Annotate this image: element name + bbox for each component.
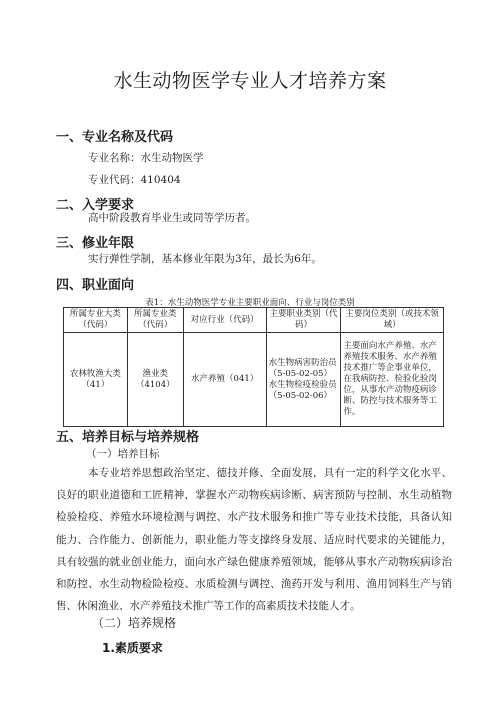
header-cell: 对应行业（代码） xyxy=(183,308,266,333)
section-heading-4: 四、职业面向 xyxy=(56,278,135,293)
table-row xyxy=(64,333,444,427)
career-table xyxy=(63,307,444,427)
subsection-training-spec: （二）培养规格 xyxy=(92,616,177,630)
header-cell: 主要岗位类别（或技术领域） xyxy=(341,308,444,333)
subsection-training-goal: （一）培养目标 xyxy=(86,448,160,460)
duration-text: 实行弹性学制，基本修业年限为3年，最长为6年。 xyxy=(88,253,322,265)
major-name-line: 专业名称：水生动物医学 xyxy=(88,152,204,164)
header-cell: 所属专业类（代码） xyxy=(127,308,183,333)
table-cell: 农林牧渔大类（41） xyxy=(64,333,128,427)
table-header-row xyxy=(64,308,444,333)
admission-text: 高中阶段教育毕业生或同等学历者。 xyxy=(88,212,256,224)
section-heading-2: 二、入学要求 xyxy=(56,198,135,213)
section-heading-1: 一、专业名称及代码 xyxy=(56,130,174,145)
section-heading-3: 三、修业年限 xyxy=(56,236,135,251)
table-cell: 渔业类（4104） xyxy=(127,333,183,427)
training-goal-paragraph: 本专业培养思想政治坚定、德技并修、全面发展，具有一定的科学文化水平、良好的职业道德和工匠精神，掌握水产动物疾病诊断、病害预防与控制、水生动植物检验检疫、养殖水环境检测与调控、水产技术服务和推广等专业技术技能，具备认知能力、合作能力、创新能力，职业能力等支撑终身发展、适应时代要求的关键能力，具有较强的就业创业能力，面向水产绿色健康养殖领域，能够从事水产动物疾病诊治和防控、水生动物检险检疫、水质检测与调控、渔药开发与利用、渔用饲料生产与销售、休闲渔业、水产养殖技术推广等工作的高素质技术技能人才。 xyxy=(56,467,452,613)
table-cell: 主要面向水产养殖、水产养殖技术服务、水产养殖技术推广等企事业单位，在我病防控、检验化验岗位，从事水产动物疫病诊断、防控与技术服务等工作。 xyxy=(341,333,444,427)
table-caption: 表1：水生动物医学专业主要职业面向、行业与岗位类别 xyxy=(145,298,355,308)
table-cell: 水产养殖（041） xyxy=(183,333,266,427)
section-heading-5: 五、培养目标与培养规格 xyxy=(56,430,200,445)
header-cell: 所属专业大类（代码） xyxy=(64,308,128,333)
header-cell: 主要职业类别（代码） xyxy=(266,308,341,333)
table-cell: 水生物病害防治员（5-05-02-05）水生物检疫检验员（5-05-02-06） xyxy=(266,333,341,427)
major-code-line: 专业代码：410404 xyxy=(88,174,181,186)
page-title: 水生动物医学专业人才培养方案 xyxy=(113,70,387,92)
quality-requirements-heading: 1.素质要求 xyxy=(102,641,163,655)
